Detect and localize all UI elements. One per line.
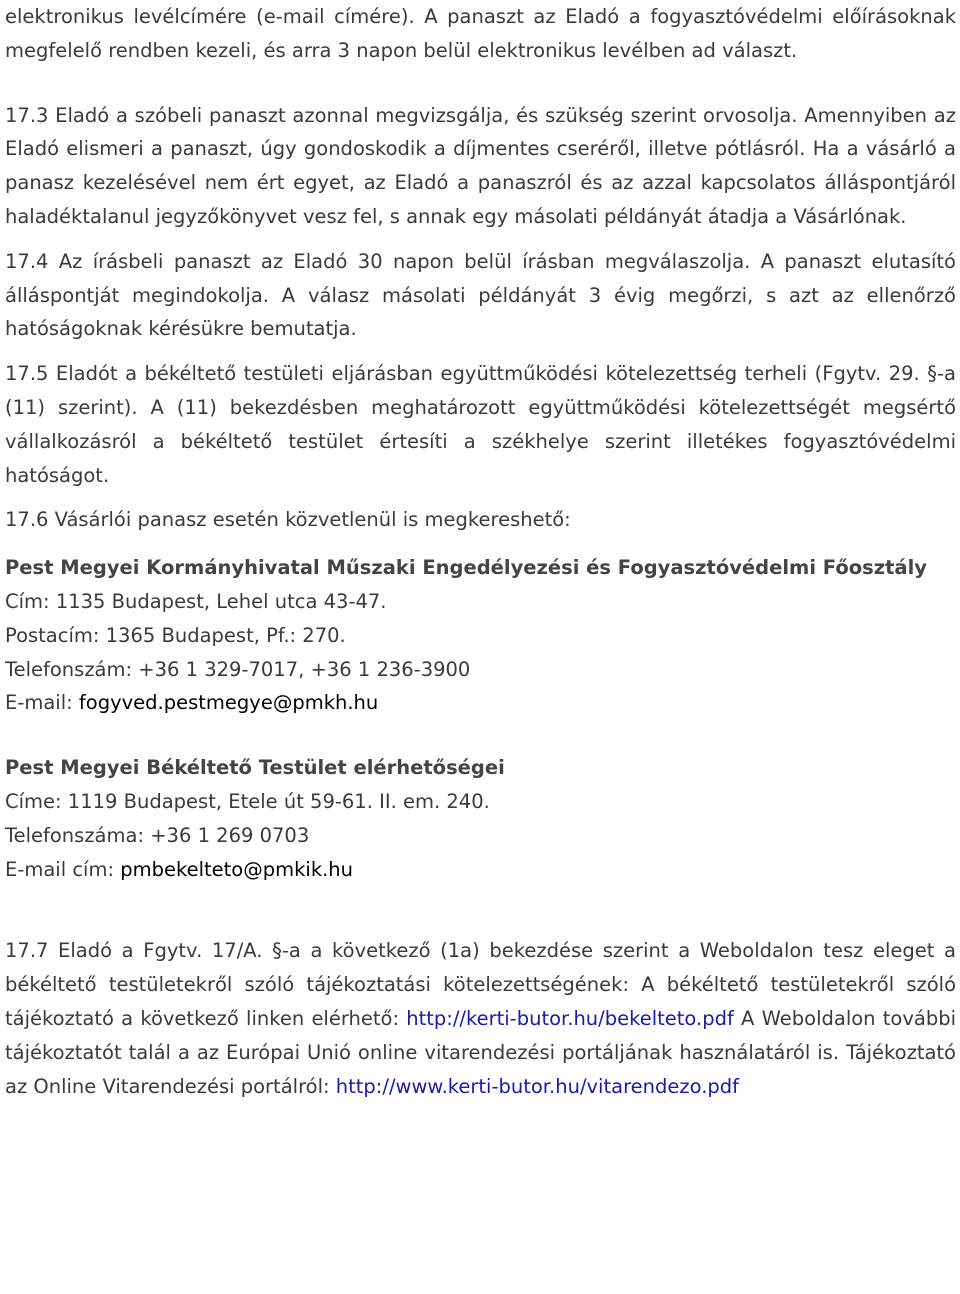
office-heading: Pest Megyei Kormányhivatal Műszaki Engedélyezési és Fogyasztóvédelmi Főosztály (5, 556, 927, 580)
section-17-4: 17.4 Az írásbeli panaszt az Eladó 30 napon belül írásban megválaszolja. A panaszt elutasító álláspontját megindokolja. A válasz másolati példányát 3 évig megőrzi, s azt az ellenőrző hatóságoknak kérésükre bemutatja. (5, 249, 956, 341)
document-page (5, 0, 956, 1103)
board-email-label: E-mail cím: (5, 857, 121, 881)
board-email-link[interactable]: pmbekelteto@pmkik.hu (120, 857, 354, 881)
section-17-5: 17.5 Eladót a békéltető testületi eljárásban együttműködési kötelezettség terheli (Fgytv. 29. §-a (11) szerint). A (11) bekezdésben meghatározott együttműködési kötelezettségét megsértő vállalkozásról a békéltető testület értesíti a székhelye szerint illetékes fogyasztóvédelmi hatóságot. (5, 362, 956, 487)
section-17-7-text-b: A Weboldalon további tájékoztatót talál a az Európai Unió online vitarendezési portáljának használatáról is. Tájékoztató az Online Vitarendezési portálról: (5, 1006, 956, 1098)
office-email-link[interactable]: fogyved.pestmegye@pmkh.hu (78, 691, 379, 715)
office-address: Cím: 1135 Budapest, Lehel utca 43-47. (5, 589, 387, 613)
office-email-line (5, 686, 956, 720)
intro-paragraph: elektronikus levélcímére (e-mail címére). A panaszt az Eladó a fogyasztóvédelmi előírásoknak megfelelő rendben kezeli, és arra 3 napon belül elektronikus levélben ad választ. (5, 5, 956, 62)
section-17-3: 17.3 Eladó a szóbeli panaszt azonnal megvizsgálja, és szükség szerint orvosolja. Amennyiben az Eladó elismeri a panaszt, úgy gondoskodik a díjmentes cseréről, illetve pótlásról. Ha a vásárló a panasz kezelésével nem ért egyet, az Eladó a panaszról és az azzal kapcsolatos álláspontjáról haladéktalanul jegyzőkönyvet vesz fel, s annak egy másolati példányát átadja a Vásárlónak. (5, 103, 956, 228)
section-17-6: 17.6 Vásárlói panasz esetén közvetlenül is megkereshető: (5, 508, 571, 532)
office-phone: Telefonszám: +36 1 329-7017, +36 1 236-3900 (5, 657, 471, 681)
office-contact-block (5, 551, 956, 720)
board-heading: Pest Megyei Békéltető Testület elérhetőségei (5, 756, 505, 780)
board-email-line (5, 853, 956, 887)
board-contact-block (5, 751, 956, 886)
vitarendezo-pdf-link[interactable]: http://www.kerti-butor.hu/vitarendezo.pdf (335, 1074, 740, 1098)
section-17-7-text-a: 17.7 Eladó a Fgytv. 17/A. §-a a következő (1a) bekezdése szerint a Weboldalon tesz eleget a békéltető testületekről szóló tájékoztatási kötelezettségének: A békéltető testületekről szóló tájékoztató a következő linken elérhető: (5, 939, 956, 1030)
board-address: Címe: 1119 Budapest, Etele út 59-61. II. em. 240. (5, 789, 490, 813)
board-phone: Telefonszáma: +36 1 269 0703 (5, 823, 310, 847)
office-email-label: E-mail: (5, 691, 79, 715)
office-postal-address: Postacím: 1365 Budapest, Pf.: 270. (5, 623, 346, 647)
section-17-7 (5, 934, 956, 1103)
bekelteto-pdf-link[interactable]: http://kerti-butor.hu/bekelteto.pdf (406, 1006, 734, 1030)
